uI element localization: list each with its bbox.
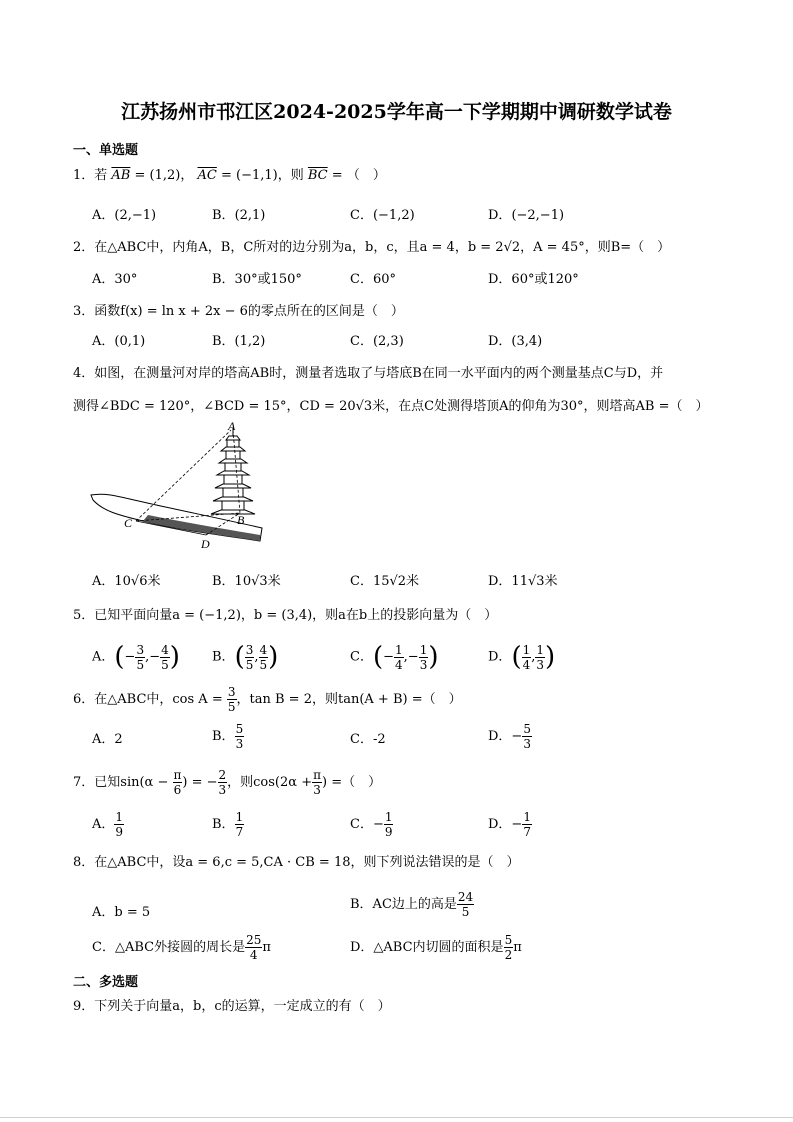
q1-option-a[interactable]: A．(2,−1) (92, 208, 157, 223)
q1-stem: 1．若 (73, 168, 108, 183)
vector-ac: $\overline{AC}$ (197, 168, 217, 183)
q8-option-c[interactable]: C．△ABC外接圆的周长是 $\frac{25}{4}$ π (92, 933, 271, 962)
q5-option-d[interactable]: D．( $\frac{1}{4}$ , $\frac{1}{3}$ ) (488, 642, 556, 672)
q3-option-c[interactable]: C．(2,3) (350, 334, 404, 349)
q6-option-b[interactable]: B． $\frac{5}{3}$ (212, 722, 244, 751)
q1-ab-value: = (1,2) (134, 168, 181, 183)
q4-option-a[interactable]: A．10√6米 (92, 574, 161, 589)
q1-option-d[interactable]: D．(−2,−1) (488, 208, 565, 223)
q3-option-b[interactable]: B．(1,2) (212, 334, 266, 349)
question-9: 9．下列关于向量a，b，c的运算，一定成立的有（ ） (73, 999, 391, 1014)
question-4-line-2: 测得∠BDC = 120°，∠BCD = 15°，CD = 20√3米，在点C处测得塔顶A的仰角为30°，则塔高AB =（ ） (73, 399, 709, 414)
q6-option-a[interactable]: A．2 (92, 732, 123, 747)
question-3: 3．函数f(x) = ln x + 2x − 6的零点所在的区间是（ ） (73, 304, 404, 319)
q7-option-d[interactable]: D．− $\frac{1}{7}$ (488, 810, 531, 839)
q4-option-b[interactable]: B．10√3米 (212, 574, 281, 589)
question-8: 8．在△ABC中，设a = 6,c = 5,CA · CB = 18，则下列说法错误的是（ ） (73, 855, 520, 870)
q5-option-a[interactable]: A．(− $\frac{3}{5}$ ,− $\frac{4}{5}$ ) (92, 642, 180, 672)
q5-option-b[interactable]: B．( $\frac{3}{5}$ , $\frac{4}{5}$ ) (212, 642, 279, 672)
label-c: C (124, 516, 133, 530)
q4-option-c[interactable]: C．15√2米 (350, 574, 420, 589)
q4-option-d[interactable]: D．11√3米 (488, 574, 558, 589)
q8-option-b[interactable]: B．AC边上的高是 $\frac{24}{5}$ (350, 890, 474, 919)
q5-option-c[interactable]: C．(− $\frac{1}{4}$ ,− $\frac{1}{3}$ ) (350, 642, 439, 672)
q2-option-a[interactable]: A．30° (92, 272, 138, 287)
question-6: 6．在△ABC中，cos A = $\frac{3}{5}$ ，tan B = 2，则tan(A + B) =（ ） (73, 685, 462, 714)
question-5: 5．已知平面向量a = (−1,2)，b = (3,4)，则a在b上的投影向量为（ ） (73, 608, 498, 623)
q7-option-b[interactable]: B． $\frac{1}{7}$ (212, 810, 244, 839)
q8-option-a[interactable]: A．b = 5 (92, 905, 151, 920)
question-7: 7．已知sin(α − $\frac{\pi}{6}$ ) = − $\frac{2}{3}$ ，则cos(2α + $\frac{\pi}{3}$ ) =（ ） (73, 768, 382, 797)
label-a: A (228, 419, 236, 433)
vector-ab: $\overline{AB}$ (111, 168, 131, 183)
q2-option-c[interactable]: C．60° (350, 272, 396, 287)
q8-option-d[interactable]: D．△ABC内切圆的面积是 $\frac{5}{2}$ π (350, 933, 522, 962)
q1-option-b[interactable]: B．(2,1) (212, 208, 266, 223)
q2-option-b[interactable]: B．30°或150° (212, 272, 302, 287)
label-d: D (201, 537, 210, 551)
page-title: 江苏扬州市邗江区2024-2025学年高一下学期期中调研数学试卷 (121, 101, 672, 123)
q3-option-a[interactable]: A．(0,1) (92, 334, 146, 349)
vector-bc: $\overline{BC}$ (307, 168, 328, 183)
page-bottom-divider (0, 1117, 793, 1118)
question-4-line-1: 4．如图，在测量河对岸的塔高AB时，测量者选取了与塔底B在同一水平面内的两个测量基点C与D，并 (73, 366, 664, 381)
q3-option-d[interactable]: D．(3,4) (488, 334, 543, 349)
q1-option-c[interactable]: C．(−1,2) (350, 208, 415, 223)
q1-ac-value: = (−1,1) (220, 168, 278, 183)
section-multiple-choice: 二、多选题 (73, 975, 139, 990)
q1-blank: （ ） (346, 168, 386, 183)
question-1: 1．若 $\overline{AB} = (1,2)$， $\overline{AC} = (-1,1)$，则 $\overline{BC}$ = （ ） (73, 168, 386, 183)
q6-option-c[interactable]: C．-2 (350, 732, 386, 747)
q7-option-a[interactable]: A． $\frac{1}{9}$ (92, 810, 124, 839)
question-2: 2．在△ABC中，内角A，B，C所对的边分别为a，b，c，且a = 4，b = 2√2，A = 45°，则B=（ ） (73, 240, 671, 255)
q1-text: ，则 (277, 168, 304, 183)
tower-figure (88, 418, 268, 553)
pagoda (211, 428, 255, 514)
section-single-choice: 一、单选题 (73, 143, 139, 158)
q2-option-d[interactable]: D．60°或120° (488, 272, 579, 287)
q7-option-c[interactable]: C．− $\frac{1}{9}$ (350, 810, 393, 839)
label-b: B (237, 513, 245, 527)
q6-option-d[interactable]: D．− $\frac{5}{3}$ (488, 722, 531, 751)
